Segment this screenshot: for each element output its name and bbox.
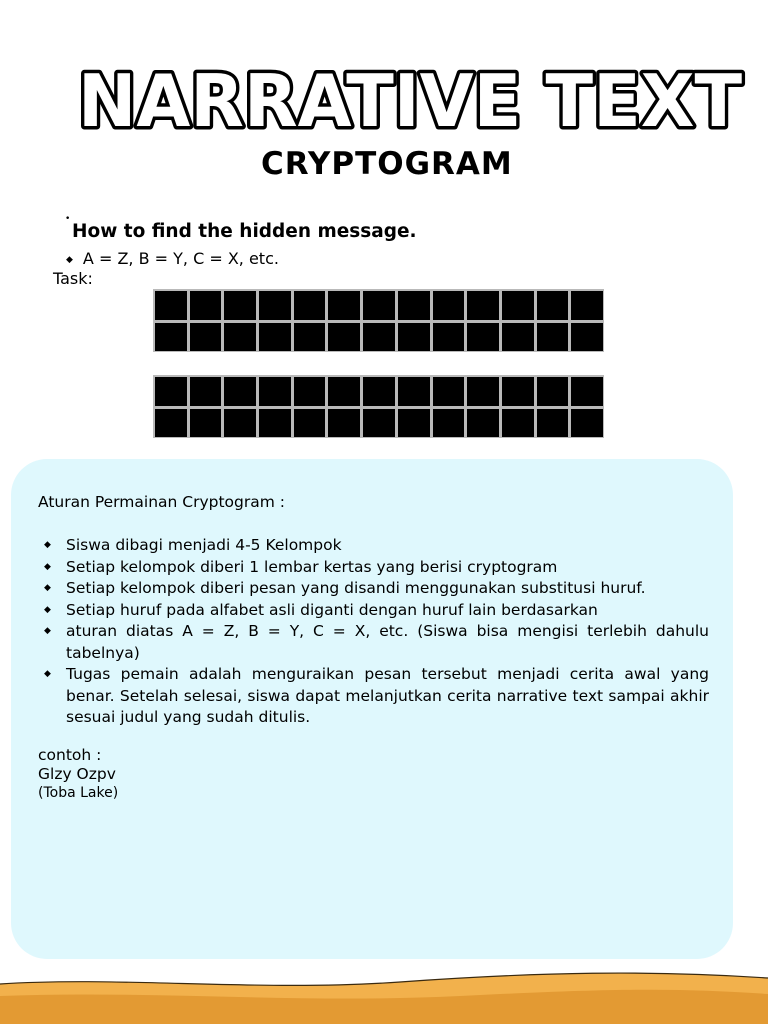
grid-cell[interactable] <box>502 377 534 406</box>
grid-cell[interactable] <box>537 323 569 352</box>
grid-cell[interactable] <box>224 323 256 352</box>
grid-cell[interactable] <box>190 409 222 438</box>
grid-cell[interactable] <box>363 291 395 320</box>
bullet-icon: ◆ <box>44 669 51 679</box>
grid-cell[interactable] <box>155 291 187 320</box>
rule-item <box>44 535 709 557</box>
rule-item <box>44 664 709 729</box>
rules-list <box>44 535 709 729</box>
grid-cell[interactable] <box>190 323 222 352</box>
rule-item <box>44 600 709 622</box>
grid-cell[interactable] <box>155 409 187 438</box>
grid-cell[interactable] <box>502 409 534 438</box>
grid-cell[interactable] <box>224 291 256 320</box>
grid-cell[interactable] <box>155 377 187 406</box>
grid-cell[interactable] <box>224 409 256 438</box>
bullet-icon: ◆ <box>44 561 51 572</box>
grid-cell[interactable] <box>398 291 430 320</box>
grid-cell[interactable] <box>502 323 534 352</box>
rule-text: Setiap kelompok diberi 1 lembar kertas yang berisi cryptogram <box>66 557 558 576</box>
grid-cell[interactable] <box>467 291 499 320</box>
example-block <box>38 746 116 784</box>
cipher-rule-text: A = Z, B = Y, C = X, etc. <box>82 249 279 268</box>
grid-cell[interactable] <box>571 291 603 320</box>
grid-cell[interactable] <box>259 409 291 438</box>
rule-text: Setiap kelompok diberi pesan yang disandi menggunakan substitusi huruf. <box>66 579 646 597</box>
grid-cell[interactable] <box>259 291 291 320</box>
bullet-icon: ◆ <box>44 626 51 636</box>
grid-cell[interactable] <box>328 377 360 406</box>
rule-text: Siswa dibagi menjadi 4-5 Kelompok <box>66 536 342 554</box>
grid-cell[interactable] <box>571 409 603 438</box>
rules-title: Aturan Permainan Cryptogram : <box>38 493 285 511</box>
grid-cell[interactable] <box>433 377 465 406</box>
bullet-icon: ◆ <box>66 254 73 265</box>
example-cipher: Glzy Ozpv <box>38 765 116 783</box>
grid-cell[interactable] <box>398 377 430 406</box>
grid-cell[interactable] <box>363 323 395 352</box>
grid-cell[interactable] <box>190 377 222 406</box>
cryptogram-grid-2 <box>153 375 604 438</box>
grid-cell[interactable] <box>537 377 569 406</box>
grid-cell[interactable] <box>433 291 465 320</box>
stray-bullet: • <box>65 214 71 224</box>
grid-cell[interactable] <box>363 409 395 438</box>
grid-cell[interactable] <box>433 409 465 438</box>
grid-cell[interactable] <box>467 377 499 406</box>
grid-cell[interactable] <box>398 409 430 438</box>
rule-item <box>44 621 709 664</box>
rule-item <box>44 578 709 600</box>
grid-cell[interactable] <box>328 409 360 438</box>
grid-cell[interactable] <box>328 323 360 352</box>
grid-cell[interactable] <box>328 291 360 320</box>
bullet-icon: ◆ <box>44 540 51 550</box>
grid-cell[interactable] <box>398 323 430 352</box>
grid-cell[interactable] <box>537 409 569 438</box>
grid-cell[interactable] <box>294 291 326 320</box>
cryptogram-grid-1 <box>153 289 604 352</box>
grid-cell[interactable] <box>467 323 499 352</box>
grid-cell[interactable] <box>294 323 326 352</box>
footer-wave-decoration <box>0 962 768 1024</box>
grid-cell[interactable] <box>571 377 603 406</box>
page-title <box>70 60 750 142</box>
how-to-heading: How to find the hidden message. <box>72 221 417 242</box>
grid-cell[interactable] <box>433 323 465 352</box>
task-label: Task: <box>53 269 93 288</box>
example-plain: (Toba Lake) <box>38 785 119 801</box>
grid-cell[interactable] <box>190 291 222 320</box>
grid-cell[interactable] <box>224 377 256 406</box>
rule-text: Setiap huruf pada alfabet asli diganti dengan huruf lain berdasarkan <box>66 600 598 619</box>
subtitle: CRYPTOGRAM <box>261 146 513 182</box>
grid-cell[interactable] <box>502 291 534 320</box>
rule-text: aturan diatas A = Z, B = Y, C = X, etc. (Siswa bisa mengisi terlebih dahulu tabelnya) <box>66 622 709 662</box>
bullet-icon: ◆ <box>44 583 51 593</box>
grid-cell[interactable] <box>467 409 499 438</box>
grid-cell[interactable] <box>259 323 291 352</box>
bullet-icon: ◆ <box>44 604 51 615</box>
cipher-rule <box>66 249 279 268</box>
rule-text: Tugas pemain adalah menguraikan pesan tersebut menjadi cerita awal yang benar. Setelah selesai, siswa dapat melanjutkan cerita narrative text sampai akhir sesuai judul yang sudah ditulis. <box>66 665 709 726</box>
svg-text:NARRATIVE TEXT: NARRATIVE TEXT <box>78 60 742 142</box>
example-label: contoh : <box>38 746 102 764</box>
grid-cell[interactable] <box>537 291 569 320</box>
rule-item <box>44 557 709 579</box>
grid-cell[interactable] <box>571 323 603 352</box>
grid-cell[interactable] <box>259 377 291 406</box>
grid-cell[interactable] <box>294 377 326 406</box>
grid-cell[interactable] <box>363 377 395 406</box>
grid-cell[interactable] <box>155 323 187 352</box>
grid-cell[interactable] <box>294 409 326 438</box>
